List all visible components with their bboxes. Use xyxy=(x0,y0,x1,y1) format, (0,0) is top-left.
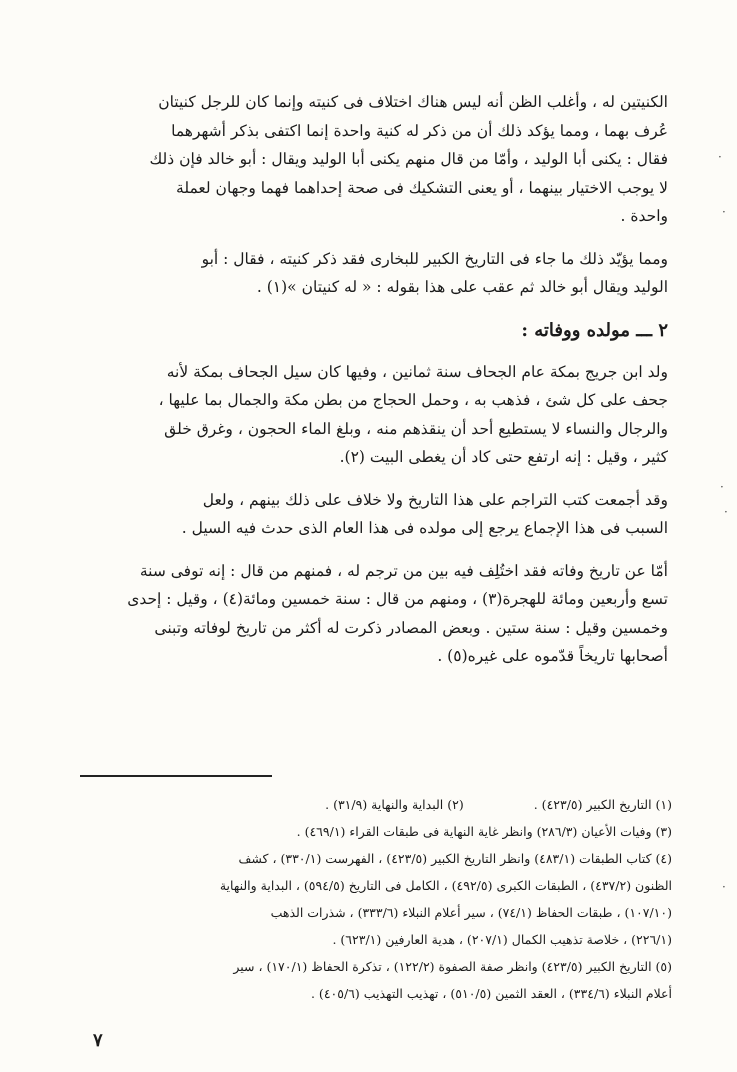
text-line: تسع وأربعين ومائة للهجرة(٣) ، ومنهم من قال : سنة خمسين ومائة(٤) ، وقيل : إحدى xyxy=(127,590,668,608)
page-number: ٧ xyxy=(93,1030,103,1051)
section-heading: ٢ ـــ مولده ووفاته : xyxy=(521,319,668,341)
footnote-5-line: (٥) التاريخ الكبير (٤٢٣/٥) وانظر صفة الصفوة (١٢٢/٢) ، تذكرة الحفاظ (١٧٠/١) ، سير xyxy=(233,959,672,974)
footnote-4-line: (٤) كتاب الطبقات (٤٨٣/١) وانظر التاريخ الكبير (٤٢٣/٥) ، الفهرست (٣٣٠/١) ، كشف xyxy=(238,851,672,866)
footnote-3: (٣) وفيات الأعيان (٢٨٦/٣) وانظر غاية النهاية فى طبقات القراء (٤٦٩/١) . xyxy=(296,824,672,839)
margin-dot: · xyxy=(722,880,726,894)
text-line: الوليد ويقال أبو خالد ثم عقب على هذا بقوله : « له كنيتان »(١) . xyxy=(256,278,668,296)
text-line: والرجال والنساء لا يستطيع أحد أن ينقذهم منه ، وبلغ الماء الحجون ، وغرق خلق xyxy=(164,419,668,438)
margin-dot: · xyxy=(720,480,724,494)
footnote-2: (٢) البداية والنهاية (٣١/٩) . xyxy=(325,797,464,812)
paragraph-bukhari xyxy=(68,245,668,302)
footnotes xyxy=(60,791,672,1007)
margin-dot: · xyxy=(722,205,726,219)
text-line: وقد أجمعت كتب التراجم على هذا التاريخ ولا خلاف على ذلك بينهم ، ولعل xyxy=(202,490,668,509)
footnote-4-line: (١٠٧/١٠) ، طبقات الحفاظ (٧٤/١) ، سير أعلام النبلاء (٣٣٣/٦) ، شذرات الذهب xyxy=(270,905,672,920)
margin-dot: · xyxy=(724,505,728,519)
footnote-row xyxy=(60,791,672,818)
text-line: جحف على كل شئ ، فذهب به ، وحمل الحجاج من بطن مكة والجمال بما عليها ، xyxy=(158,391,668,409)
text-line: كثير ، وقيل : إنه ارتفع حتى كاد أن يغطى البيت (٢). xyxy=(339,448,668,466)
footnote-separator xyxy=(80,775,272,777)
text-line: واحدة . xyxy=(620,207,668,225)
text-line: ومما يؤيّد ذلك ما جاء فى التاريخ الكبير للبخارى فقد ذكر كنيته ، فقال : أبو xyxy=(201,249,668,268)
text-line: ولد ابن جريج بمكة عام الجحاف سنة ثمانين ، وفيها كان سيل الجحاف بمكة لأنه xyxy=(166,362,668,381)
text-line: السبب فى هذا الإجماع يرجع إلى مولده فى هذا العام الذى حدث فيه السيل . xyxy=(181,519,668,537)
text-line: فقال : يكنى أبا الوليد ، وأمّا من قال منهم يكنى أبا الوليد ويقال : أبو خالد فإن ذلك xyxy=(149,150,668,168)
paragraph-death xyxy=(68,557,668,671)
text-line: أمّا عن تاريخ وفاته فقد اختُلِف فيه بين من ترجم له ، فمنهم من قال : إنه توفى سنة xyxy=(139,561,668,580)
footnote-1: (١) التاريخ الكبير (٤٢٣/٥) . xyxy=(533,797,672,812)
text-line: الكنيتين له ، وأغلب الظن أنه ليس هناك اختلاف فى كنيته وإنما كان للرجل كنيتان xyxy=(158,93,668,111)
margin-dot: · xyxy=(718,150,722,164)
footnote-5-line: أعلام النبلاء (٣٣٤/٦) ، العقد الثمين (٥١٠/٥) ، تهذيب التهذيب (٤٠٥/٦) . xyxy=(310,986,672,1001)
main-text xyxy=(68,88,668,685)
footnote-4-line: (٢٢٦/١) ، خلاصة تذهيب الكمال (٢٠٧/١) ، هدية العارفين (٦٢٣/١) . xyxy=(332,932,672,947)
footnote-4-line: الظنون (٤٣٧/٢) ، الطبقات الكبرى (٤٩٢/٥) ، الكامل فى التاريخ (٥٩٤/٥) ، البداية والنهاية xyxy=(219,878,672,893)
paragraph-consensus xyxy=(68,486,668,543)
text-line: لا يوجب الاختيار بينهما ، أو يعنى التشكيك فى صحة إحداهما فهما وجهان لعملة xyxy=(176,178,668,197)
text-line: وخمسين وقيل : سنة ستين . وبعض المصادر ذكرت له أكثر من تاريخ لوفاته وتبنى xyxy=(154,618,668,637)
paragraph-birth xyxy=(68,358,668,472)
paragraph-kunya xyxy=(68,88,668,231)
text-line: عُرف بهما ، ومما يؤكد ذلك أن من ذكر له كنية واحدة إنما اكتفى بذكر أشهرهما xyxy=(171,121,668,140)
text-line: أصحابها تاريخاً قدّموه على غيره(٥) . xyxy=(437,647,668,665)
